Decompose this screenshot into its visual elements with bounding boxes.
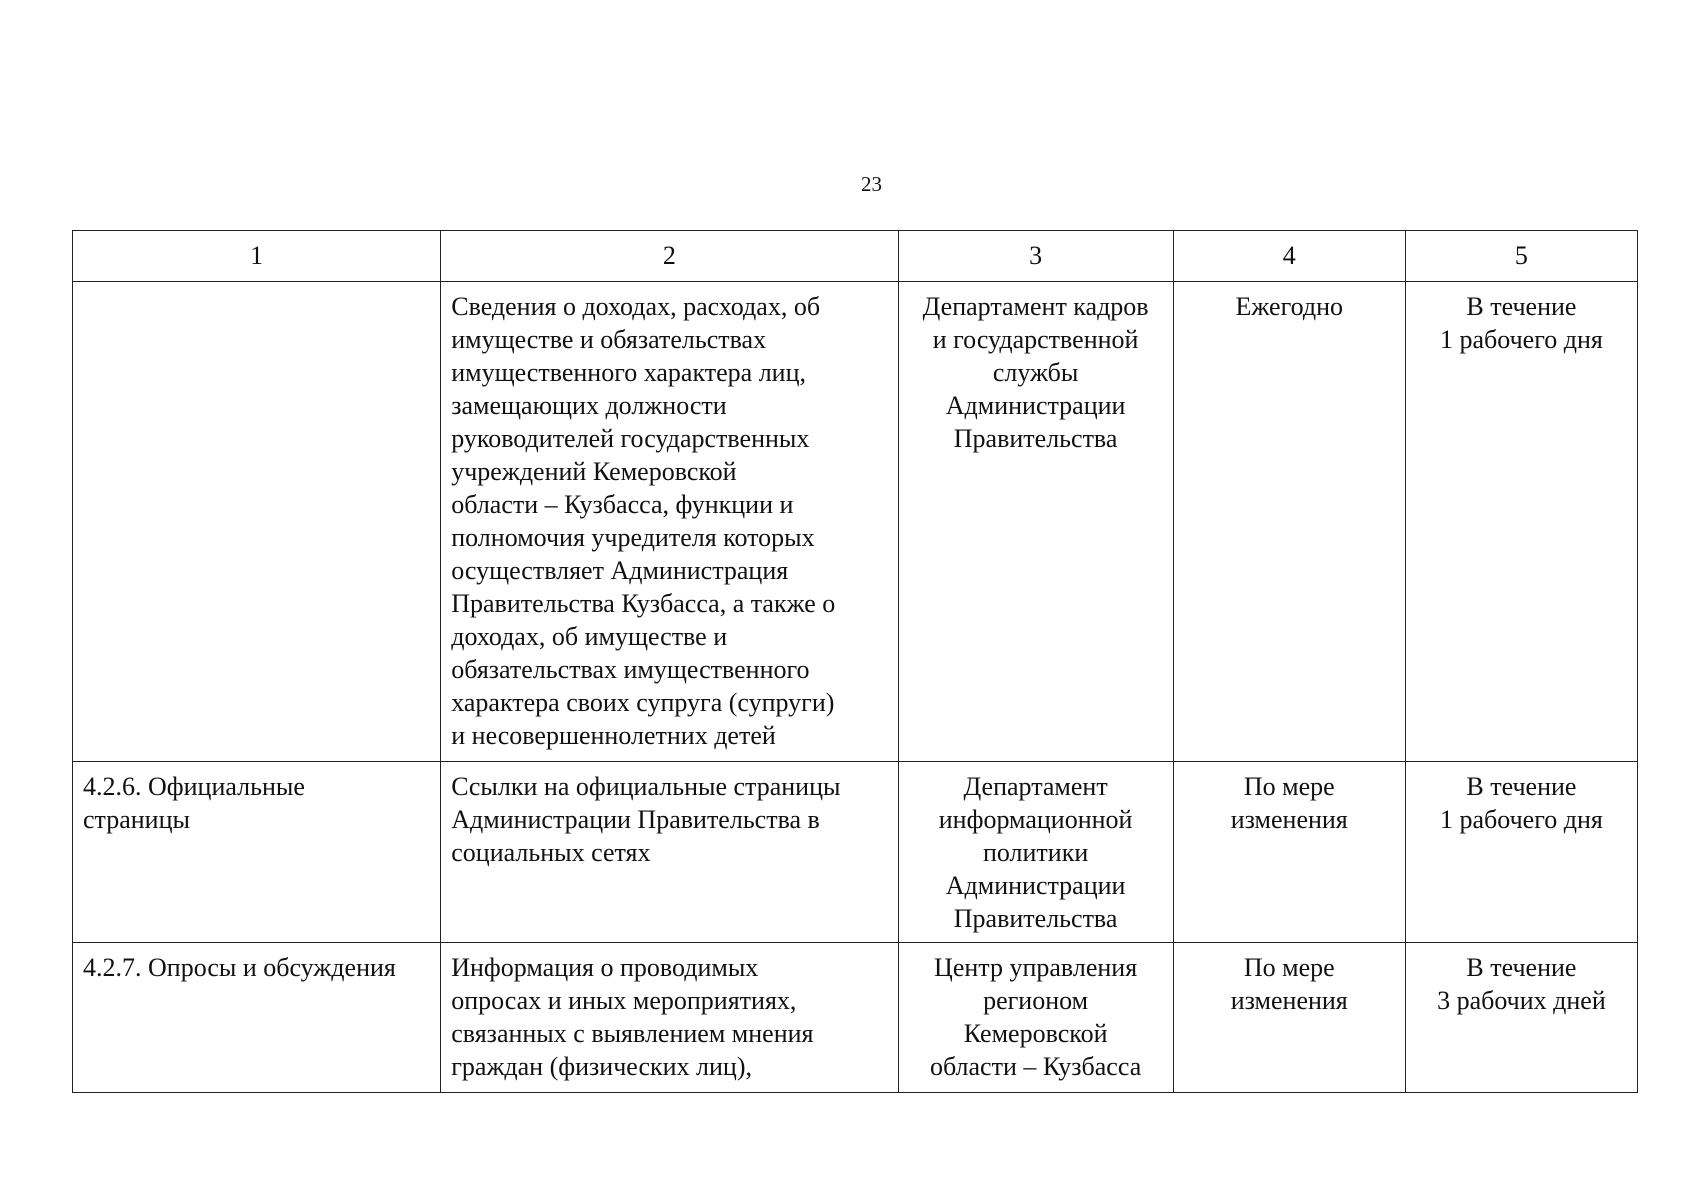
frequency-cell: По мере изменения bbox=[1173, 943, 1405, 1093]
table-row bbox=[73, 282, 1638, 762]
info-cell: Информация о проводимых опросах и иных мероприятиях, связанных с выявлением мнения граждан (физических лиц), bbox=[441, 943, 898, 1093]
info-cell: Сведения о доходах, расходах, об имуществе и обязательствах имущественного характера лиц, замещающих должности руководителей государственных учреждений Кемеровской области – Кузбасса, функции и полномочия учредителя которых осуществляет Администрация Правительства Кузбасса, а также о доходах, об имуществе и обязательствах имущественного характера своих супруга (супруги) и несовершеннолетних детей bbox=[441, 282, 898, 762]
info-cell: Ссылки на официальные страницы Администрации Правительства в социальных сетях bbox=[441, 762, 898, 943]
responsible-cell: Центр управления регионом Кемеровской области – Кузбасса bbox=[898, 943, 1173, 1093]
frequency-cell: Ежегодно bbox=[1173, 282, 1405, 762]
column-number-header: 3 bbox=[898, 231, 1173, 282]
frequency-cell: По мере изменения bbox=[1173, 762, 1405, 943]
column-number-header: 2 bbox=[441, 231, 898, 282]
responsible-cell: Департамент информационной политики Администрации Правительства bbox=[898, 762, 1173, 943]
table-header-row bbox=[73, 231, 1638, 282]
deadline-cell: В течение 3 рабочих дней bbox=[1405, 943, 1637, 1093]
column-number-header: 1 bbox=[73, 231, 441, 282]
table-row bbox=[73, 943, 1638, 1093]
column-number-header: 5 bbox=[1405, 231, 1637, 282]
section-cell: 4.2.7. Опросы и обсуждения bbox=[73, 943, 441, 1093]
responsible-cell: Департамент кадров и государственной службы Администрации Правительства bbox=[898, 282, 1173, 762]
section-cell: 4.2.6. Официальные страницы bbox=[73, 762, 441, 943]
page-number: 23 bbox=[861, 172, 882, 196]
deadline-cell: В течение 1 рабочего дня bbox=[1405, 762, 1637, 943]
section-cell bbox=[73, 282, 441, 762]
column-number-header: 4 bbox=[1173, 231, 1405, 282]
document-table bbox=[72, 230, 1638, 1093]
deadline-cell: В течение 1 рабочего дня bbox=[1405, 282, 1637, 762]
table-row bbox=[73, 762, 1638, 943]
